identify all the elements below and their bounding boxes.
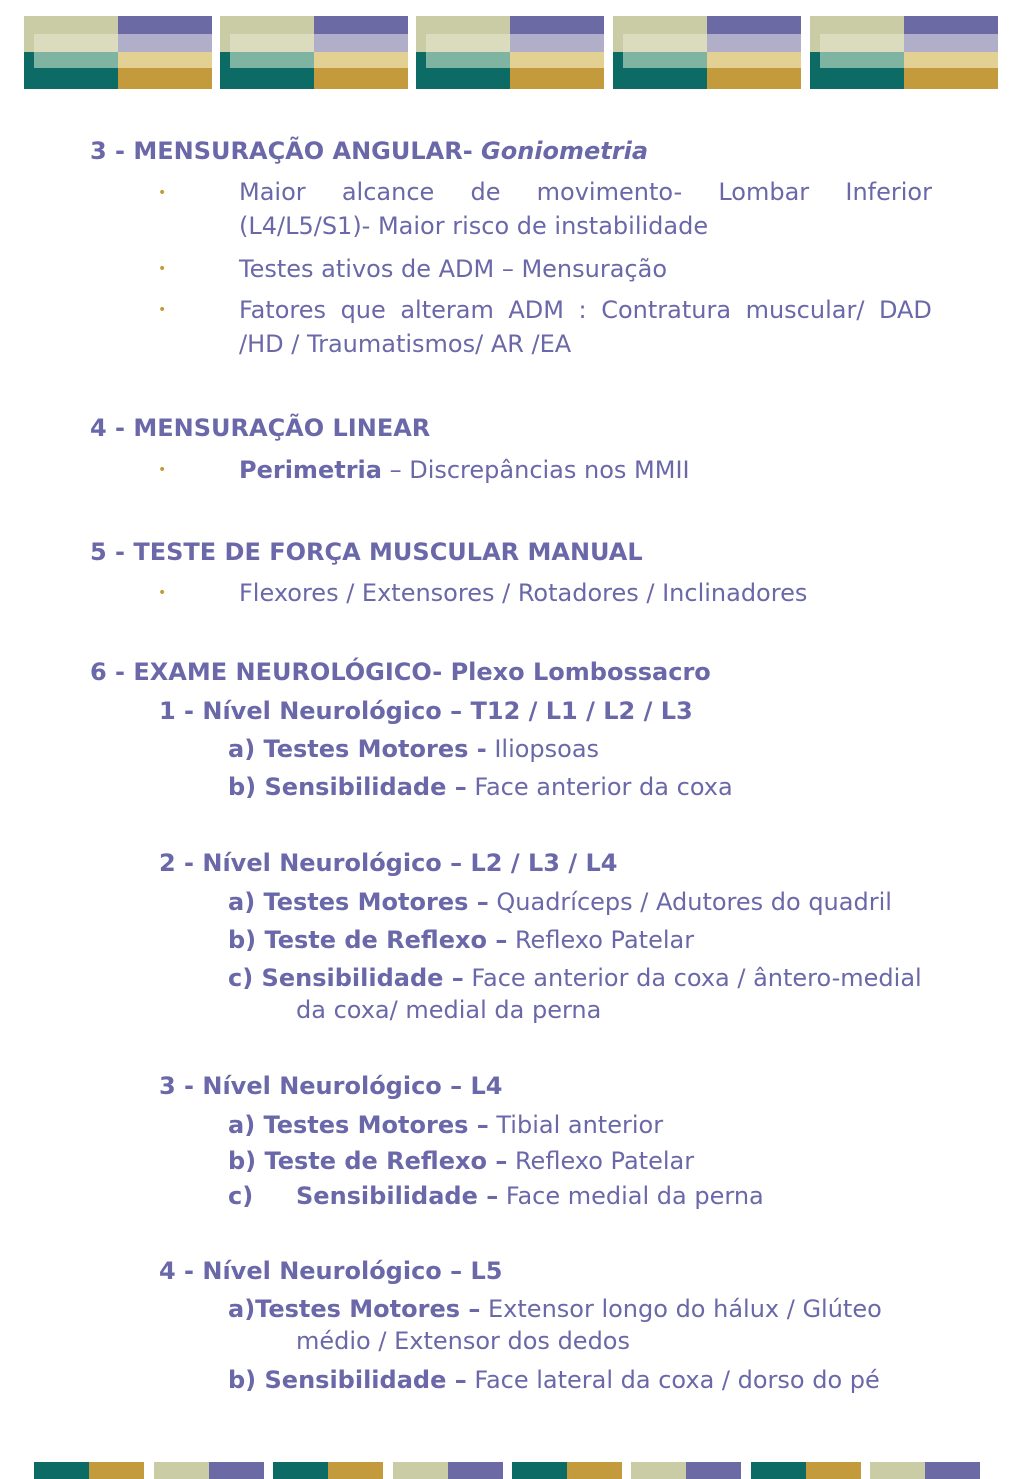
section-4-heading: 4 - MENSURAÇÃO LINEAR — [90, 414, 431, 442]
level-2-item-b: b) Teste de Reflexo – Reflexo Patelar — [228, 926, 695, 954]
section-3-bullet-3: Fatores que alteram ADM : Contratura muscular/ DAD /HD / Traumatismos/ AR /EA — [239, 296, 932, 358]
bullet-icon: • — [158, 585, 167, 601]
bullet-icon: • — [158, 185, 167, 201]
level-4-item-a-continued: médio / Extensor dos dedos — [296, 1327, 630, 1355]
level-2-item-c: c) Sensibilidade – Face anterior da coxa / ântero-medial — [228, 964, 922, 992]
level-4-title: 4 - Nível Neurológico – L5 — [159, 1257, 503, 1285]
level-3-item-b: b) Teste de Reflexo – Reflexo Patelar — [228, 1147, 695, 1175]
level-4-item-a: a)Testes Motores – Extensor longo do hálux / Glúteo — [228, 1295, 882, 1323]
footer-strip — [34, 1462, 982, 1479]
section-5-bullet-1: Flexores / Extensores / Rotadores / Inclinadores — [239, 579, 808, 607]
level-2-item-c-continued: da coxa/ medial da perna — [296, 996, 602, 1024]
level-3-item-a: a) Testes Motores – Tibial anterior — [228, 1111, 664, 1139]
level-2-title: 2 - Nível Neurológico – L2 / L3 / L4 — [159, 849, 618, 877]
section-4-bullet-1: Perimetria – Discrepâncias nos MMII — [239, 456, 690, 484]
level-3-item-c: Sensibilidade – Face medial da perna — [296, 1182, 764, 1210]
level-4-item-b: b) Sensibilidade – Face lateral da coxa / dorso do pé — [228, 1366, 880, 1394]
level-3-item-c-label: c) — [228, 1182, 254, 1210]
bullet-icon: • — [158, 302, 167, 318]
bullet-icon: • — [158, 462, 167, 478]
level-1-title: 1 - Nível Neurológico – T12 / L1 / L2 / L3 — [159, 697, 693, 725]
level-3-title: 3 - Nível Neurológico – L4 — [159, 1072, 503, 1100]
section-6-heading: 6 - EXAME NEUROLÓGICO- Plexo Lombossacro — [90, 658, 711, 686]
bullet-icon: • — [158, 261, 167, 277]
section-5-heading: 5 - TESTE DE FORÇA MUSCULAR MANUAL — [90, 538, 643, 566]
section-3-heading: 3 - MENSURAÇÃO ANGULAR- Goniometria — [90, 137, 649, 165]
level-2-item-a: a) Testes Motores – Quadríceps / Adutores do quadril — [228, 888, 892, 916]
level-1-item-b: b) Sensibilidade – Face anterior da coxa — [228, 773, 733, 801]
section-3-bullet-2: Testes ativos de ADM – Mensuração — [239, 255, 668, 283]
level-1-item-a: a) Testes Motores - Iliopsoas — [228, 735, 600, 763]
section-3-bullet-1: Maior alcance de movimento- Lombar Inferior (L4/L5/S1)- Maior risco de instabilidade — [239, 178, 932, 240]
